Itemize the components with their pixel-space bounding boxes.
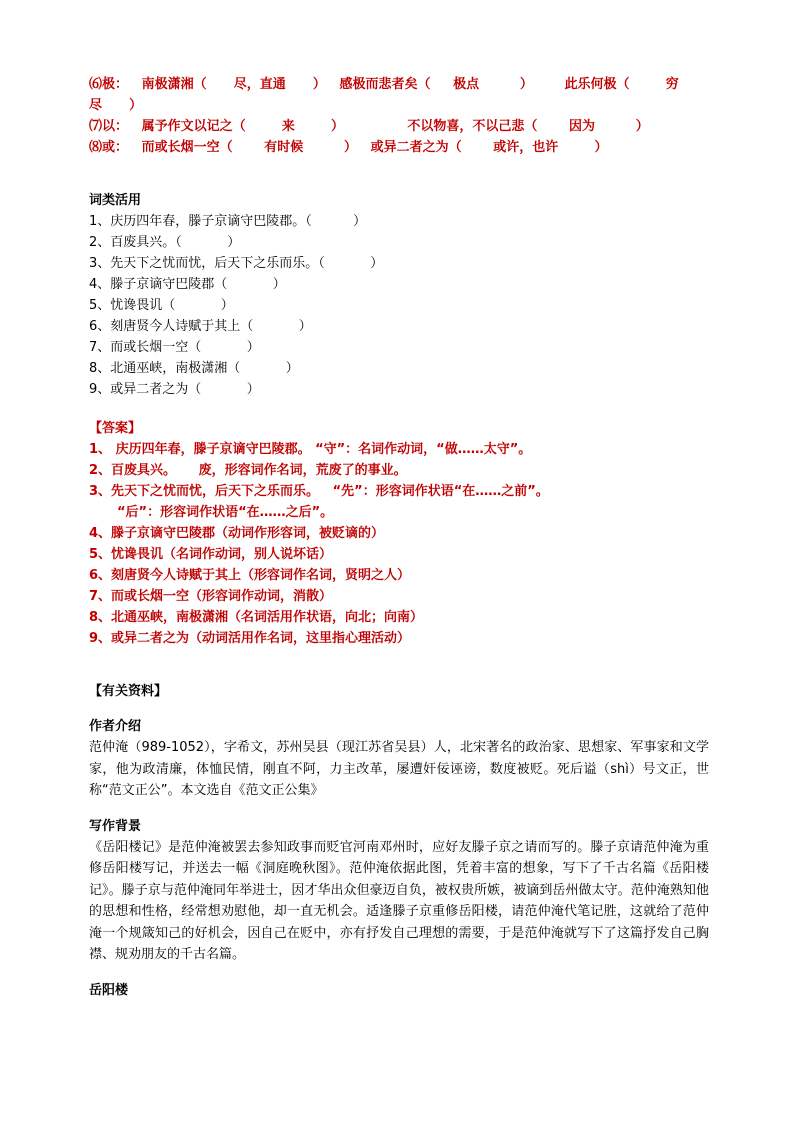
answer-item: 7、而或长烟一空（形容词作动词，消散） — [89, 589, 333, 604]
answers-section — [89, 418, 709, 649]
polysemy-yi-line: ⑺以： 属予作文以记之（ 来 ） 不以物喜，不以己悲（ 因为 ） — [89, 119, 649, 134]
answer-item: 3、先天下之忧而忧，后天下之乐而乐。 “先”：形容词作状语“在……之前”。 — [89, 484, 549, 499]
yueyang-heading: 岳阳楼 — [89, 982, 129, 998]
cilei-item: 9、或异二者之为（ ） — [89, 382, 260, 397]
polysemy-ji-line-cont: 尽 ） — [89, 98, 143, 113]
resources-section — [89, 681, 709, 1001]
cilei-item: 3、先天下之忧而忧，后天下之乐而乐。（ ） — [89, 256, 384, 271]
background-heading: 写作背景 — [89, 818, 142, 834]
polysemy-ji-line: ⑹极： 南极潇湘（ 尽，直通 ） 感极而悲者矣（ 极点 ） 此乐何极（ 穷 — [89, 77, 679, 92]
cilei-item: 2、百废具兴。（ ） — [89, 235, 241, 250]
answer-item: 9、或异二者之为（动词活用作名词，这里指心理活动） — [89, 631, 411, 646]
cilei-item: 6、刻唐贤今人诗赋于其上（ ） — [89, 319, 312, 334]
polysemy-section — [89, 74, 709, 158]
cilei-heading: 词类活用 — [89, 193, 142, 208]
cilei-item: 1、庆历四年春，滕子京谪守巴陵郡。（ ） — [89, 214, 367, 229]
author-paragraph: 范仲淹（989-1052），字希文，苏州吴县（现江苏省吴县）人，北宋著名的政治家、思想家、军事家和文学家，他为政清廉，体恤民情，刚直不阿，力主改革，屡遭奸佞诬谤，数度被贬。死后谥（shì）号文正，世称“范文正公”。本文选自《范文正公集》 — [89, 740, 709, 798]
cilei-item: 8、北通巫峡，南极潇湘（ ） — [89, 361, 299, 376]
cilei-item: 7、而或长烟一空（ ） — [89, 340, 260, 355]
answer-item: 6、刻唐贤今人诗赋于其上（形容词作名词，贤明之人） — [89, 568, 411, 583]
answer-item: 8、北通巫峡，南极潇湘（名词活用作状语，向北；向南） — [89, 610, 424, 625]
resources-heading: 【有关资料】 — [89, 684, 168, 699]
answer-item: 2、百废具兴。 废，形容词作名词，荒废了的事业。 — [89, 463, 407, 478]
answer-item: 4、滕子京谪守巴陵郡（动词作形容词，被贬谪的） — [89, 526, 385, 541]
author-heading: 作者介绍 — [89, 719, 142, 734]
background-paragraph: 《岳阳楼记》是范仲淹被罢去参知政事而贬官河南邓州时，应好友滕子京之请而写的。滕子京请范仲淹为重修岳阳楼写记，并送去一幅《洞庭晚秋图》。范仲淹依据此图，凭着丰富的想象，写下了千古名篇《岳阳楼记》。滕子京与范仲淹同年举进士，因才华出众但豪迈自负，被权贵所嫉，被谪到岳州做太守。范仲淹熟知他的思想和性格，经常想劝慰他，却一直无机会。适逢滕子京重修岳阳楼，请范仲淹代笔记胜，这就给了范仲淹一个规箴知己的好机会，因自己在贬中，亦有抒发自己理想的需要，于是范仲淹就写下了这篇抒发自己胸襟、规劝朋友的千古名篇。 — [89, 839, 709, 962]
document-page — [89, 74, 709, 1001]
answer-item: 5、忧谗畏讥（名词作动词，别人说坏话） — [89, 547, 333, 562]
cilei-item: 5、忧谗畏讥（ ） — [89, 298, 234, 313]
answer-item: 1、 庆历四年春，滕子京谪守巴陵郡。 “守”：名词作动词，“做……太守”。 — [89, 442, 532, 457]
cilei-section — [89, 190, 709, 400]
answer-item-cont: “后”：形容词作状语“在……之后”。 — [117, 505, 334, 520]
cilei-item: 4、滕子京谪守巴陵郡（ ） — [89, 277, 286, 292]
answers-heading: 【答案】 — [89, 421, 142, 436]
polysemy-huo-line: ⑻或： 而或长烟一空（ 有时候 ） 或异二者之为（ 或许，也许 ） — [89, 140, 608, 155]
